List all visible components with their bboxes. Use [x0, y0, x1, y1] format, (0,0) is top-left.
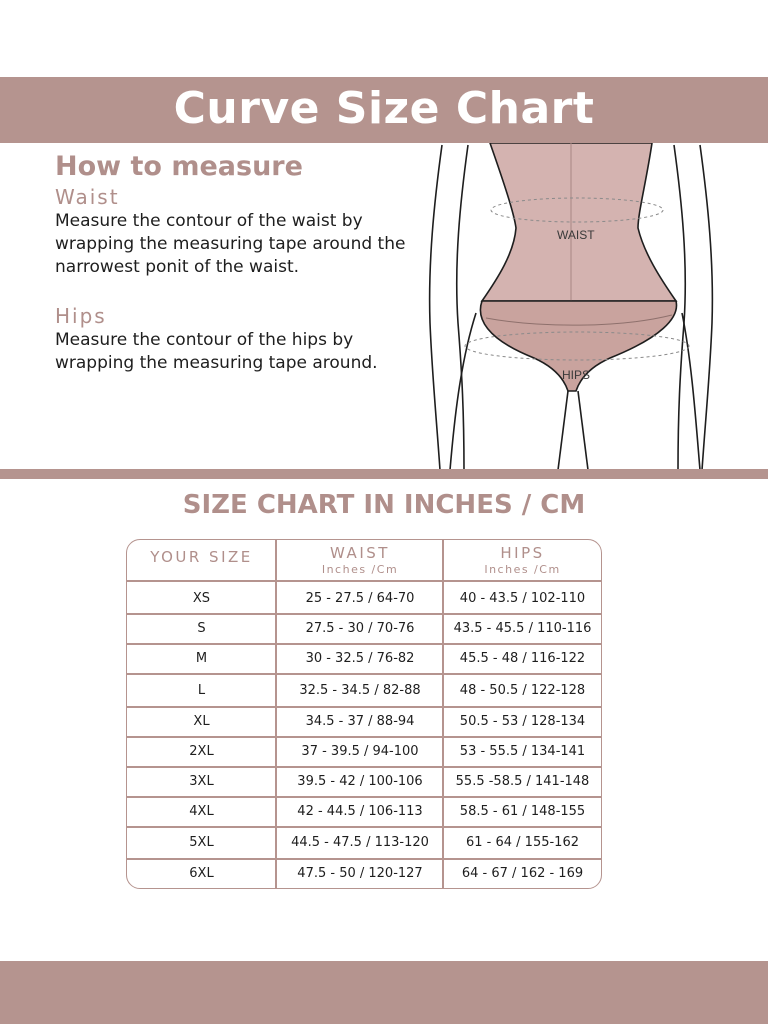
table-row: [127, 797, 601, 826]
table-row: [127, 583, 601, 613]
hips-title: Hips: [55, 304, 107, 328]
waist-instructions: Measure the contour of the waist by wrapping the measuring tape around the narrowest ponit of the waist.: [55, 211, 406, 277]
hips-label: HIPS: [562, 368, 591, 382]
header-waist-unit: Inches /Cm: [321, 563, 399, 576]
size-cell: XS: [192, 590, 211, 606]
size-cell: 4XL: [189, 804, 214, 819]
size-cell: 6XL: [189, 866, 214, 881]
waist-cell: 44.5 - 47.5 / 113-120: [291, 835, 429, 850]
hips-cell: 53 - 55.5 / 134-141: [459, 744, 586, 759]
how-to-measure-section: [55, 150, 415, 375]
waist-cell: 47.5 - 50 / 120-127: [297, 866, 423, 881]
hips-cell: 48 - 50.5 / 122-128: [459, 682, 586, 698]
body-measurement-illustration: [420, 143, 720, 470]
waist-cell: 30 - 32.5 / 76-82: [305, 651, 415, 666]
waist-cell: 32.5 - 34.5 / 82-88: [299, 682, 421, 698]
hips-cell: 40 - 43.5 / 102-110: [459, 590, 586, 606]
hips-cell: 58.5 - 61 / 148-155: [459, 804, 586, 819]
header-hips: [444, 540, 601, 581]
hips-cell: 45.5 - 48 / 116-122: [459, 651, 586, 666]
row-divider: [127, 580, 601, 582]
size-cell: 5XL: [189, 835, 214, 850]
size-table: [126, 539, 602, 889]
table-row: [127, 767, 601, 796]
table-row: [127, 644, 601, 673]
waist-cell: 42 - 44.5 / 106-113: [297, 804, 423, 819]
footer-band: [0, 961, 768, 1024]
how-to-measure-heading: How to measure: [55, 151, 303, 182]
hips-cell: 64 - 67 / 162 - 169: [461, 866, 584, 881]
size-cell: L: [197, 682, 206, 698]
header-waist-label: WAIST: [330, 544, 390, 562]
waist-title: Waist: [55, 185, 120, 209]
size-cell: 2XL: [189, 744, 214, 759]
waist-cell: 37 - 39.5 / 94-100: [301, 744, 419, 759]
table-row: [127, 674, 601, 706]
table-row: [127, 614, 601, 643]
size-cell: M: [195, 651, 208, 666]
header-size-label: YOUR SIZE: [150, 548, 253, 566]
table-row: [127, 737, 601, 766]
waist-cell: 39.5 - 42 / 100-106: [297, 774, 423, 789]
waist-label: WAIST: [557, 228, 595, 242]
hips-cell: 43.5 - 45.5 / 110-116: [453, 621, 592, 636]
size-chart-title: SIZE CHART IN INCHES / CM: [182, 490, 586, 520]
section-divider: [0, 469, 768, 479]
table-row: [127, 859, 601, 888]
waist-cell: 34.5 - 37 / 88-94: [305, 714, 415, 729]
size-cell: 3XL: [189, 774, 214, 789]
hips-cell: 50.5 - 53 / 128-134: [459, 714, 586, 729]
size-cell: S: [197, 621, 206, 636]
header-hips-unit: Inches /Cm: [484, 563, 561, 576]
header-size: [127, 540, 276, 581]
table-row: [127, 827, 601, 858]
page-title: Curve Size Chart: [173, 83, 595, 134]
header-waist: [277, 540, 443, 581]
waist-cell: 27.5 - 30 / 70-76: [305, 621, 415, 636]
hips-cell: 55.5 -58.5 / 141-148: [455, 774, 590, 789]
hips-instructions: Measure the contour of the hips by wrapping the measuring tape around.: [55, 330, 378, 373]
hips-cell: 61 - 64 / 155-162: [465, 835, 579, 850]
table-row: [127, 707, 601, 736]
size-cell: XL: [193, 714, 210, 729]
waist-cell: 25 - 27.5 / 64-70: [305, 590, 415, 606]
header-hips-label: HIPS: [500, 544, 545, 562]
